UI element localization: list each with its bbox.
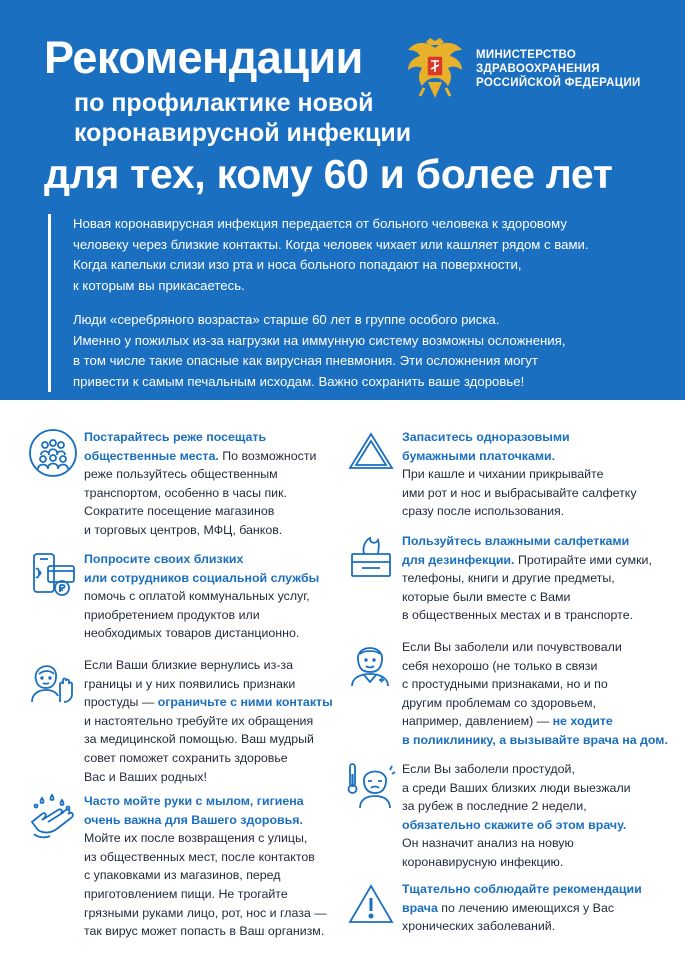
woman-stop-hand-icon	[28, 656, 78, 706]
tip-tell-doctor-travel: Если Вы заболели простудой, а среди Ваших близких люди выезжали за рубеж в последние 2 недели, обязательно скажите об этом врачу. Он назначит анализ на новую коронавирусную инфекцию.	[346, 760, 631, 872]
ministry-logo	[404, 36, 641, 102]
intro-paragraph: Люди «серебряного возраста» старше 60 лет в группе особого риска. Именно у пожилых из-за нагрузки на иммунную систему возможны осложнения, в том числе такие опасные как вирусная пневмония. Эти осложнения могут привести к самым печальным исходам. Важно сохранить ваше здоровье!	[73, 312, 566, 389]
tip-wash-hands: Часто мойте руки с мылом, гигиена очень важна для Вашего здоровья. Мойте их после возвращения с улицы, из общественных мест, после контактов с упаковками из магазинов, перед приготовлением пищи. Не трогайте грязными руками лицо, рот, нос и глаза — так вирус может попасть в Ваш организм.	[28, 792, 327, 941]
ministry-name: МИНИСТЕРСТВО ЗДРАВООХРАНЕНИЯ РОССИЙСКОЙ ФЕДЕРАЦИИ	[476, 49, 641, 89]
wipes-box-icon	[346, 532, 396, 582]
intro-block	[48, 214, 628, 392]
subtitle-line: коронавирусной инфекции	[74, 119, 412, 147]
tip-tissues: Запаситесь одноразовыми бумажными платочками. При кашле и чихании прикрывайте ими рот и нос и выбрасывайте салфетку сразу после использования.	[346, 428, 637, 521]
page-title: Рекомендации	[44, 32, 363, 83]
intro-paragraph: Новая коронавирусная инфекция передается от больного человека к здоровому человеку через близкие контакты. Когда человек чихает или кашляет рядом с вами. Когда капельки слизи изо рта и носа больного попадают на поверхности, к которым вы прикасаетесь.	[73, 216, 589, 293]
tip-limit-contacts: Если Ваши близкие вернулись из-за границы и у них появились признаки простуды — ограничьте с ними контакты и настоятельно требуйте их обращения за медицинской помощью. Ваш мудрый совет поможет сохранить здоровье Вас и Ваших родных!	[28, 656, 333, 786]
tip-call-doctor: Если Вы заболели или почувствовали себя нехорошо (не только в связи с простудными признаками, но и по другим проблемам со здоровьем, например, давлением) — не ходите в поликлинику, а вызывайте врача на дом.	[346, 638, 668, 750]
phone-card-icon	[28, 550, 78, 600]
crowd-icon	[28, 428, 78, 478]
double-headed-eagle-emblem-icon	[404, 36, 466, 102]
tissue-triangle-icon	[346, 428, 396, 478]
tip-avoid-crowds: Постарайтесь реже посещать общественные места. По возможности реже пользуйтесь общественным транспортом, особенно в часы пик. Сократите посещение магазинов и торговых центров, МФЦ, банков.	[28, 428, 316, 540]
page-subtitle	[74, 88, 411, 148]
tip-wet-wipes: Пользуйтесь влажными салфетками для дезинфекции. Протирайте ими сумки, телефоны, книги и другие предметы, которые были вместе с Вами в общественных местах и в транспорте.	[346, 532, 652, 625]
warning-triangle-icon	[346, 880, 396, 930]
washing-hands-icon	[28, 792, 78, 842]
tip-chronic-diseases: Тщательно соблюдайте рекомендации врача по лечению имеющихся у Вас хронических заболеваний.	[346, 880, 642, 936]
audience-title: для тех, кому 60 и более лет	[44, 151, 613, 197]
tips-section	[0, 420, 685, 960]
sick-person-thermometer-icon	[346, 760, 396, 810]
doctor-icon	[346, 638, 396, 688]
tip-remote-help: Попросите своих близких или сотрудников социальной службы помочь с оплатой коммунальных услуг, приобретением продуктов или необходимых товаров дистанционно.	[28, 550, 319, 643]
subtitle-line: по профилактике новой	[74, 89, 374, 117]
